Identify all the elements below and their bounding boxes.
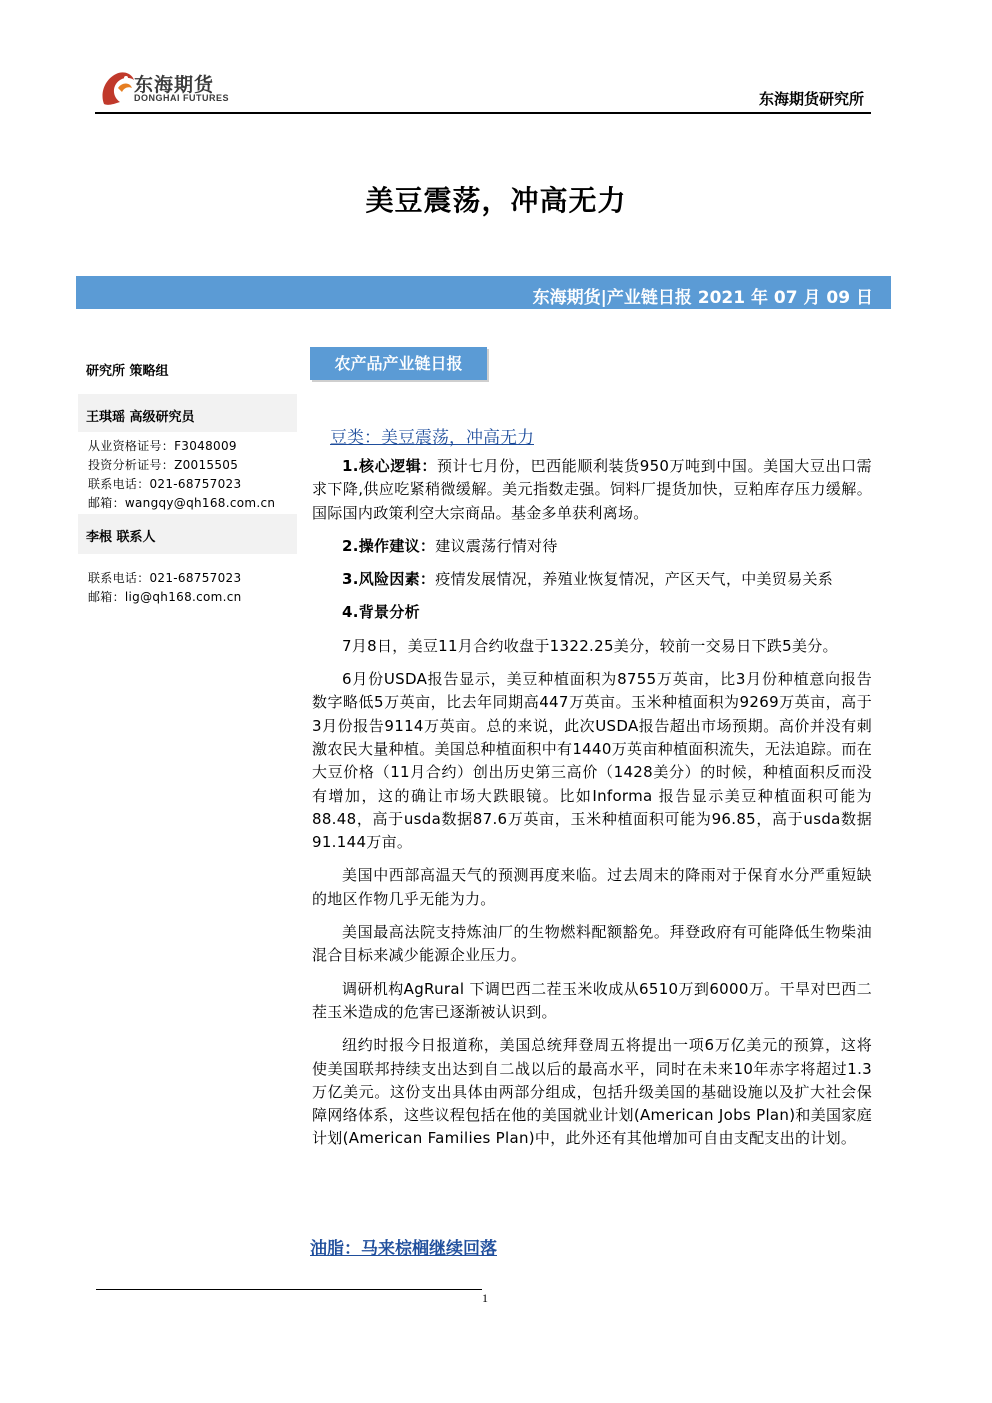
item-text: 疫情发展情况，养殖业恢复情况，产区天气，中美贸易关系 <box>435 570 834 589</box>
analyst2-email[interactable]: 邮箱：lig@qh168.com.cn <box>88 590 242 604</box>
company-logo <box>98 66 233 110</box>
report-body <box>312 455 872 1161</box>
analyst1-email[interactable]: 邮箱：wangqy@qh168.com.cn <box>88 496 276 510</box>
page-number: 1 <box>482 1291 488 1305</box>
analyst2-name: 李根 联系人 <box>86 530 156 545</box>
report-banner <box>76 276 891 309</box>
analyst1-phone: 联系电话：021-68757023 <box>88 477 242 491</box>
paragraph: 7月8日，美豆11月合约收盘于1322.25美分，较前一交易日下跌5美分。 <box>342 636 838 655</box>
logo-text-cn: 东海期货 <box>134 74 215 96</box>
header-rule <box>95 112 871 114</box>
team-label: 研究所 策略组 <box>86 364 169 379</box>
risk-factors <box>312 568 872 591</box>
page-title: 美豆震荡，冲高无力 <box>365 184 627 217</box>
item-text: 建议震荡行情对待 <box>435 536 558 555</box>
dragon-logo-icon <box>98 66 138 110</box>
logo-text-en: DONGHAI FUTURES <box>134 93 229 103</box>
background-analysis <box>312 601 872 624</box>
paragraph: 纽约时报今日报道称，美国总统拜登周五将提出一项6万亿美元的预算，这将使美国联邦持续支出达到自二战以后的最高水平，同时在未来10年赤字将超过1.3万亿美元。这份支出具体由两部分组成，包括升级美国的基础设施以及扩大社会保障网络体系，这些议程包括在他的美国就业计划(American Jobs Plan)和美国家庭计划(American Families Plan)中，此外还有其他增加可自由支配支出的计划。 <box>312 1036 872 1148</box>
analyst2-phone: 联系电话：021-68757023 <box>88 571 242 585</box>
subsection-title-beans[interactable]: 豆类：美豆震荡，冲高无力 <box>330 428 534 448</box>
item-label: 1.核心逻辑： <box>342 457 437 475</box>
item-label: 4.背景分析 <box>342 603 420 622</box>
paragraph: 美国中西部高温天气的预测再度来临。过去周末的降雨对于保育水分严重短缺的地区作物几乎无能为力。 <box>312 866 872 908</box>
paragraph: 美国最高法院支持炼油厂的生物燃料配额豁免。拜登政府有可能降低生物柴油混合目标来减少能源企业压力。 <box>312 923 872 965</box>
analyst1-name: 王琪瑶 高级研究员 <box>86 410 195 425</box>
item-label: 2.操作建议： <box>342 536 436 555</box>
analyst1-license: 从业资格证号：F3048009 <box>88 439 237 453</box>
core-logic <box>312 455 872 525</box>
footer-rule <box>96 1289 482 1290</box>
item-label: 3.风险因素： <box>342 570 436 589</box>
paragraph: 调研机构AgRural 下调巴西二茬玉米收成从6510万到6000万。干旱对巴西二茬玉米造成的危害已逐渐被认识到。 <box>312 979 872 1021</box>
subsection-title-oils[interactable]: 油脂：马来棕榈继续回落 <box>310 1239 497 1259</box>
section-tag: 农产品产业链日报 <box>310 347 487 380</box>
institute-name: 东海期货研究所 <box>758 90 864 108</box>
analyst1-invest-license: 投资分析证号：Z0015505 <box>88 458 239 472</box>
operation-advice <box>312 535 872 558</box>
paragraph: 6月份USDA报告显示，美豆种植面积为8755万英亩，比3月份种植意向报告数字略低5万英亩，比去年同期高447万英亩。玉米种植面积为9269万英亩，高于3月份报告9114万英亩。总的来说，此次USDA报告超出市场预期。高价并没有刺激农民大量种植。美国总种植面积中有1440万英亩种植面积流失，无法追踪。而在大豆价格（11月合约）创出历史第三高价（1428美分）的时候，种植面积反而没有增加，这的确让市场大跌眼镜。比如Informa 报告显示美豆种植面积可能为88.48，高于usda数据87.6万英亩，玉米种植面积可能为96.85，高于usda数据91.144万亩。 <box>312 670 872 852</box>
item-text: 预计七月份，巴西能顺利装货950万吨到中国。美国大豆出口需求下降,供应吃紧稍微缓解。美元指数走强。饲料厂提货加快，豆粕库存压力缓解。国际国内政策利空大宗商品。基金多单获利离场。 <box>312 457 872 522</box>
banner-text: 东海期货|产业链日报 2021 年 07 月 09 日 <box>532 288 873 308</box>
